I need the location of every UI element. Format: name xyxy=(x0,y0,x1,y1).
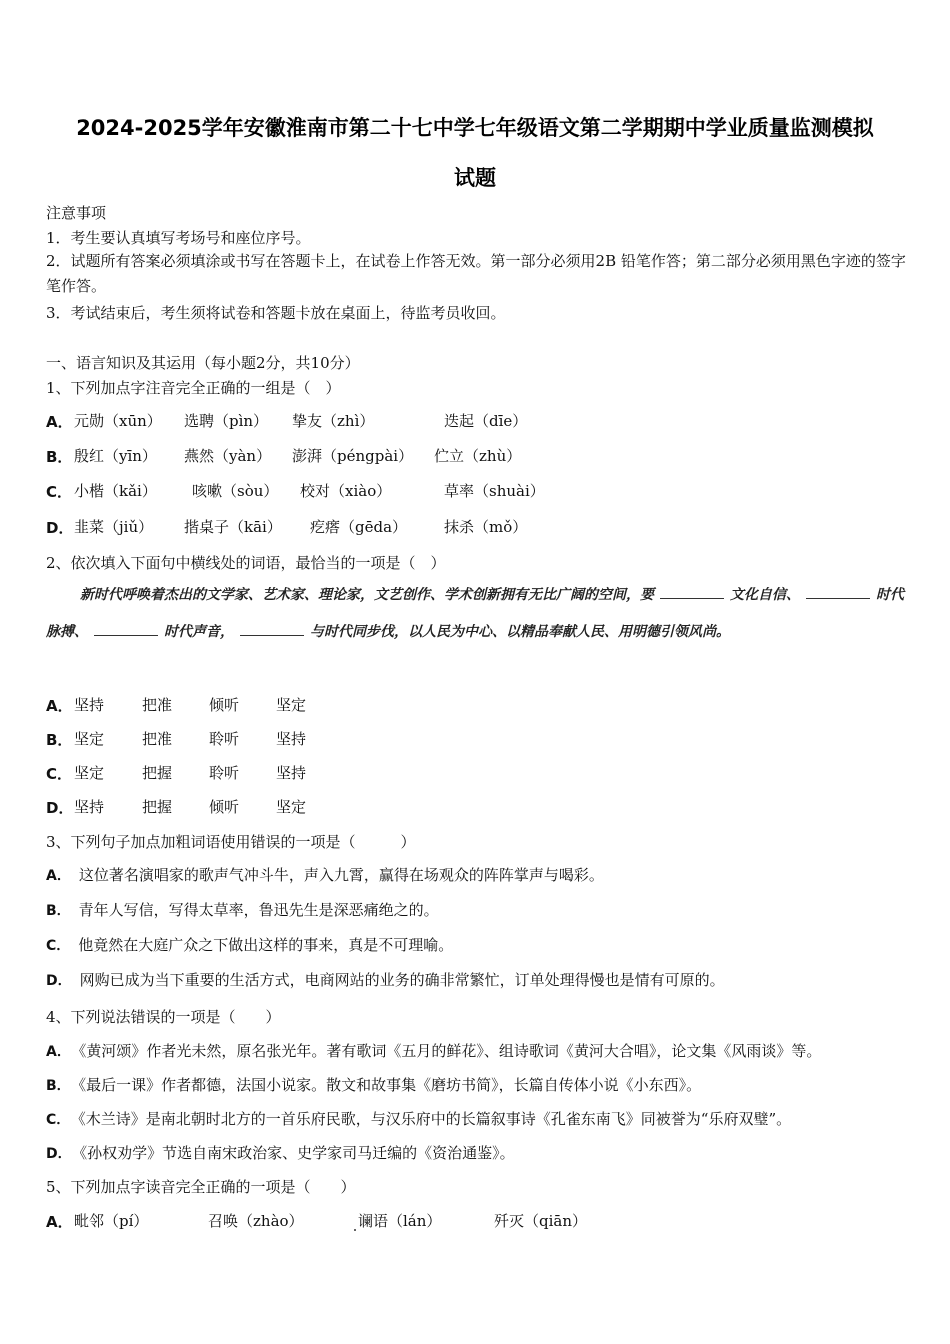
option-text: 《木兰诗》是南北朝时北方的一首乐府民歌，与汉乐府中的长篇叙事诗《孔雀东南飞》同被誉为“乐府双璧”。 xyxy=(78,1110,792,1128)
q3-option-c xyxy=(46,934,453,955)
option-item: 咳嗽（sòu） xyxy=(192,482,279,500)
option-item: 坚定 xyxy=(276,696,307,714)
option-letter: B． xyxy=(46,1078,71,1094)
option-letter: C． xyxy=(46,938,71,954)
option-letter: A． xyxy=(46,1044,71,1060)
passage-text: 时代声音， xyxy=(164,624,234,640)
option-item: 把准 xyxy=(142,696,173,714)
option-item: 聆听 xyxy=(209,764,240,782)
fill-blank-3 xyxy=(94,621,158,636)
q4-stem: 4、下列说法错误的一项是（ ） xyxy=(46,1008,281,1026)
option-item: 选聘（pìn） xyxy=(184,412,269,430)
option-item: 把准 xyxy=(142,730,173,748)
option-item: 坚定 xyxy=(74,764,105,782)
option-item: 把握 xyxy=(142,798,173,816)
option-item: 挚友（zhì） xyxy=(292,412,375,430)
option-item: 毗邻（pí） xyxy=(74,1212,149,1230)
q4-option-b xyxy=(46,1074,701,1095)
option-item: 元勋（xūn） xyxy=(74,412,162,430)
option-letter: A． xyxy=(46,413,73,431)
passage-text: 文化自信、 xyxy=(730,587,800,603)
option-item: 谰语（lán） xyxy=(358,1212,442,1230)
passage-text: 时代脉搏、 xyxy=(46,587,904,640)
option-letter: D． xyxy=(46,973,72,989)
fill-blank-2 xyxy=(806,584,870,599)
notice-heading: 注意事项 xyxy=(46,204,107,222)
q3-option-d xyxy=(46,969,725,990)
notice-item-1: 1．考生要认真填写考场号和座位序号。 xyxy=(46,229,311,247)
option-letter: C． xyxy=(46,1112,71,1128)
option-item: 倾听 xyxy=(209,798,240,816)
option-letter: A． xyxy=(46,868,71,884)
option-item: 坚定 xyxy=(276,798,307,816)
q1-stem: 1、下列加点字注音完全正确的一组是（ ） xyxy=(46,379,341,397)
option-letter: B． xyxy=(46,448,73,466)
option-letter: A． xyxy=(46,697,73,715)
q3-option-b xyxy=(46,899,439,920)
option-item: 坚持 xyxy=(276,730,307,748)
option-item: 聆听 xyxy=(209,730,240,748)
option-text: 这位著名演唱家的歌声气冲斗牛，声入九霄，赢得在场观众的阵阵掌声与喝彩。 xyxy=(78,866,604,884)
notice-item-3: 3．考试结束后，考生须将试卷和答题卡放在桌面上，待监考员收回。 xyxy=(46,304,506,322)
document-title-line1: 2024-2025学年安徽淮南市第二十七中学七年级语文第二学期期中学业质量监测模拟 xyxy=(76,116,874,140)
option-item: 韭菜（jiǔ） xyxy=(74,518,154,536)
option-item: 疙瘩（gēda） xyxy=(310,518,408,536)
option-letter: D． xyxy=(46,799,74,817)
option-item: 坚持 xyxy=(74,696,105,714)
q4-option-d xyxy=(46,1142,515,1163)
fill-blank-1 xyxy=(660,584,724,599)
option-item: 坚持 xyxy=(74,798,105,816)
q4-option-c xyxy=(46,1108,791,1129)
option-item: 迭起（dīe） xyxy=(444,412,528,430)
option-text: 《最后一课》作者都德，法国小说家。散文和故事集《磨坊书简》，长篇自传体小说《小东西》。 xyxy=(78,1076,702,1094)
option-text: 网购已成为当下重要的生活方式，电商网站的业务的确非常繁忙，订单处理得慢也是情有可原的。 xyxy=(79,971,725,989)
option-item: 小楷（kǎi） xyxy=(74,482,157,500)
option-item: 揩桌子（kāi） xyxy=(184,518,282,536)
option-item: 殷红（yīn） xyxy=(74,447,157,465)
fill-blank-4 xyxy=(240,621,304,636)
q2-passage xyxy=(46,577,912,651)
option-text: 《黄河颂》作者光未然，原名张光年。著有歌词《五月的鲜花》、组诗歌词《黄河大合唱》，论文集《风雨谈》等。 xyxy=(78,1042,822,1060)
document-title-line2: 试题 xyxy=(454,166,496,190)
notice-item-2: 2．试题所有答案必须填涂或书写在答题卡上，在试卷上作答无效。第一部分必须用2B 铅笔作答；第二部分必须用黑色字迹的签字笔作答。 xyxy=(46,252,906,295)
option-item: 把握 xyxy=(142,764,173,782)
q2-stem: 2、依次填入下面句中横线处的词语，最恰当的一项是（ ） xyxy=(46,554,446,572)
q5-stem: 5、下列加点字读音完全正确的一项是（ ） xyxy=(46,1178,356,1196)
option-item: 澎湃（péngpài） xyxy=(292,447,414,465)
option-item: 伫立（zhù） xyxy=(434,447,522,465)
q3-option-a xyxy=(46,864,604,885)
option-item: 草率（shuài） xyxy=(444,482,545,500)
option-item: 校对（xiào） xyxy=(300,482,392,500)
q3-stem: 3、下列句子加点加粗词语使用错误的一项是（ ） xyxy=(46,833,416,851)
option-letter: A． xyxy=(46,1213,73,1231)
option-text: 他竟然在大庭广众之下做出这样的事来，真是不可理喻。 xyxy=(78,936,454,954)
option-text: 青年人写信，写得太草率，鲁迅先生是深恶痛绝之的。 xyxy=(78,901,439,919)
option-item: 抹杀（mǒ） xyxy=(444,518,528,536)
q4-option-a xyxy=(46,1040,821,1061)
option-letter: D． xyxy=(46,1146,72,1162)
option-item: 歼灭（qiān） xyxy=(494,1212,588,1230)
section-heading: 一、语言知识及其运用（每小题2分，共10分） xyxy=(46,354,360,372)
option-text: 《孙权劝学》节选自南宋政治家、史学家司马迁编的《资治通鉴》。 xyxy=(79,1144,515,1162)
option-item: 倾听 xyxy=(209,696,240,714)
passage-text: 新时代呼唤着杰出的文学家、艺术家、理论家，文艺创作、学术创新拥有无比广阔的空间，要 xyxy=(80,587,654,603)
option-letter: C． xyxy=(46,483,73,501)
passage-text: 与时代同步伐，以人民为中心、以精品奉献人民、用明德引领风尚。 xyxy=(310,624,730,640)
option-item: 坚定 xyxy=(74,730,105,748)
option-letter: B． xyxy=(46,903,71,919)
option-letter: B． xyxy=(46,731,73,749)
option-item: 召唤（zhào） xyxy=(208,1212,304,1230)
option-item: 燕然（yàn） xyxy=(184,447,272,465)
option-letter: C． xyxy=(46,765,73,783)
emphasis-dot xyxy=(354,1229,356,1231)
option-item: 坚持 xyxy=(276,764,307,782)
option-letter: D． xyxy=(46,519,74,537)
